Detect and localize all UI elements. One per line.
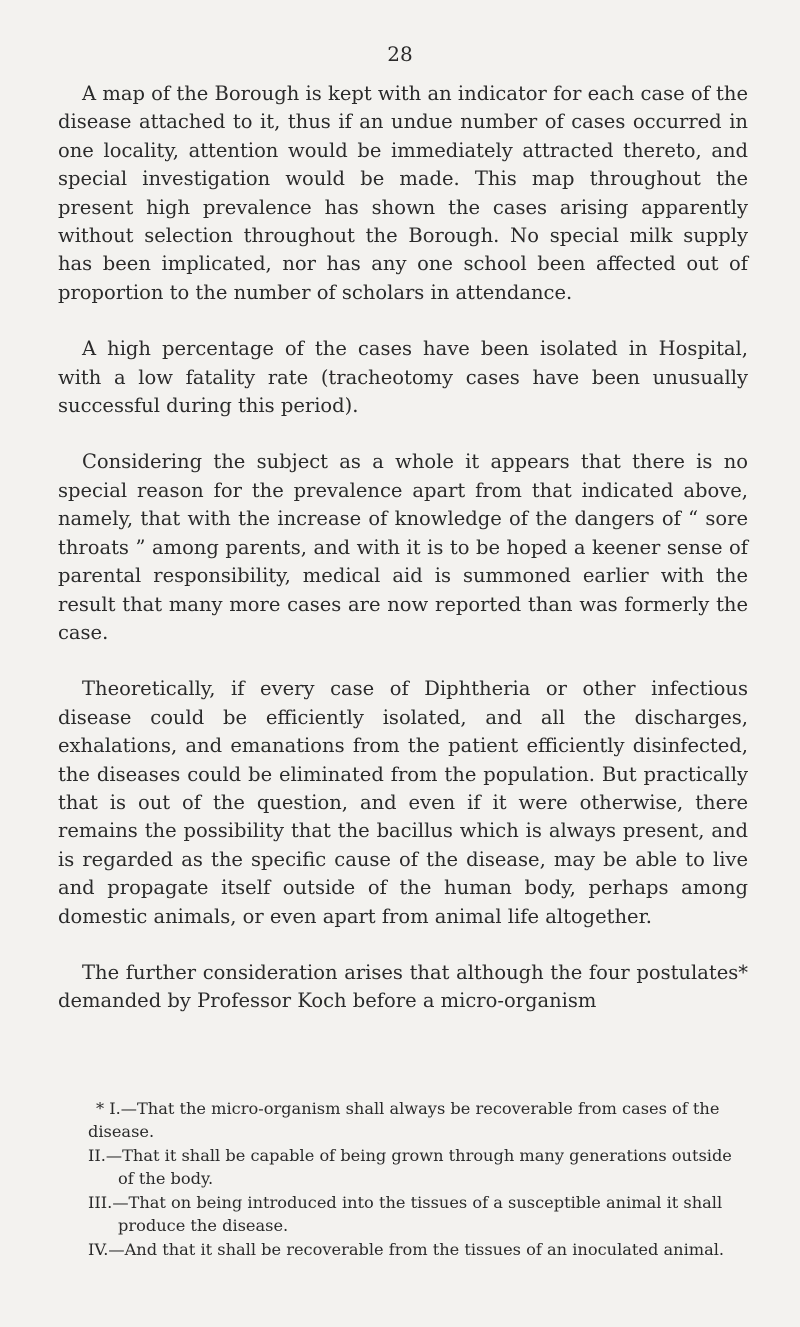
footnote-postulate-3: III.—That on being introduced into the tissues of a susceptible animal it shall produce the disease. [88,1193,723,1235]
footnote-postulate-4: IV.—And that it shall be recoverable from the tissues of an inoculated animal. [88,1240,725,1259]
paragraph-borough-map: A map of the Borough is kept with an indicator for each case of the disease attached to it, thus if an undue number of cases occurred in one locality, attention would be immediately attracted thereto, and special investigation would be made. This map throughout the present high prevalence has shown the cases arising apparently without selection throughout the Borough. No special milk supply has been implicated, nor has any one school been affected out of proportion to the number of scholars in attendance. [58,82,748,304]
paragraph-koch-postulates: The further consideration arises that although the four postulates* demanded by Professor Koch before a micro-organism [58,960,748,1013]
paragraph-prevalence-reason: Considering the subject as a whole it appears that there is no special reason for the prevalence apart from that indicated above, namely, that with the increase of knowledge of the dangers of “ sore throats ” among parents, and with it is to be hoped a keener sense of parental responsibility, medical aid is summoned earlier with the result that many more cases are now reported than was formerly the case. [58,450,748,644]
page-number: 28 [387,42,413,66]
paragraph-hospital-isolation: A high percentage of the cases have been isolated in Hospital, with a low fatality rate (tracheotomy cases have been unusually successful during this period). [58,337,748,418]
footnote-postulate-2: II.—That it shall be capable of being grown through many generations outside of the body. [88,1146,732,1188]
paragraph-theoretical-isolation: Theoretically, if every case of Diphtheria or other infectious disease could be efficiently isolated, and all the discharges, exhalations, and emanations from the patient efficiently disinfected, the diseases could be eliminated from the population. But practically that is out of the question, and even if it were otherwise, there remains the possibility that the bacillus which is always present, and is regarded as the specific cause of the disease, may be able to live and propagate itself outside of the human body, perhaps among domestic animals, or even apart from animal life altogether. [58,677,748,928]
body-text [58,80,748,1044]
footnotes [58,1098,748,1264]
footnote-postulate-1: * I.—That the micro-organism shall always be recoverable from cases of the disease. [88,1099,720,1141]
